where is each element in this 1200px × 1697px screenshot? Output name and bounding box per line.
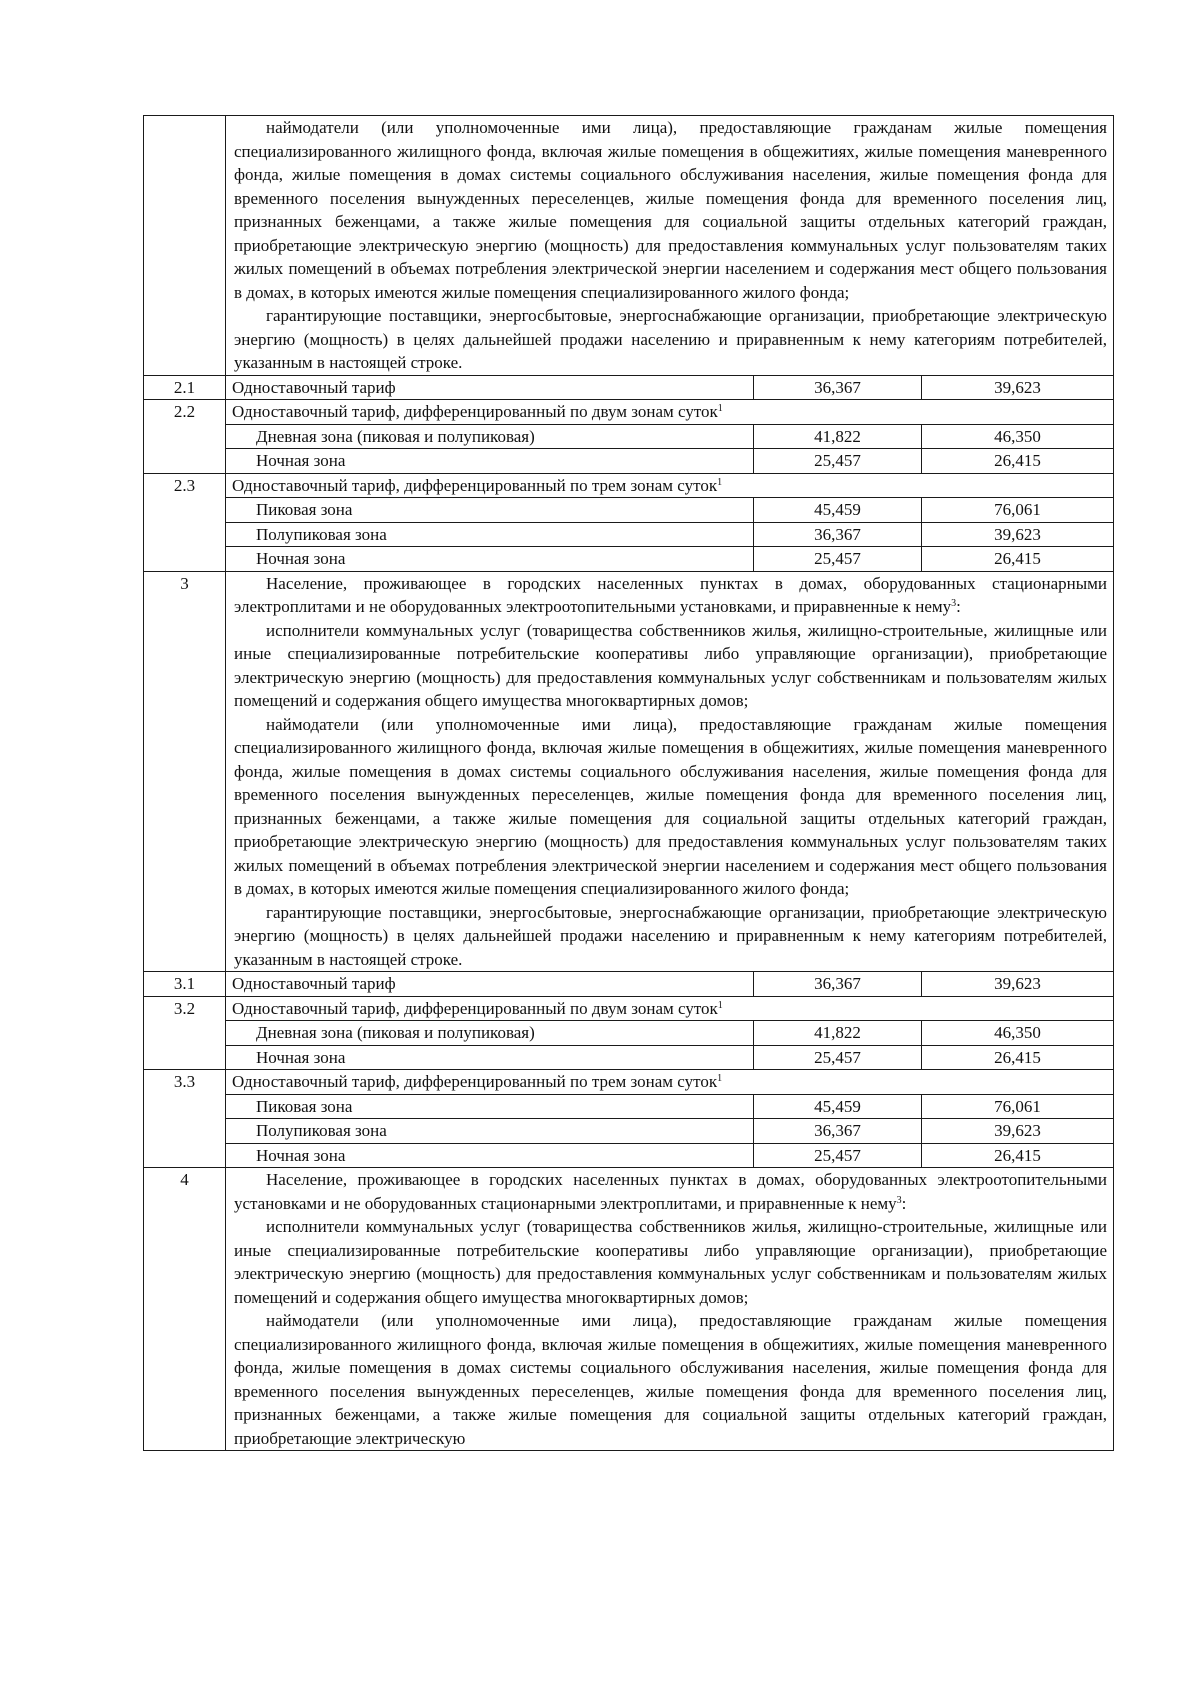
consumer-description-cell <box>226 571 1114 972</box>
tariff-group-text: Одноставочный тариф, дифференцированный по двум зонам суток <box>232 402 718 421</box>
table-row <box>144 1168 1114 1451</box>
tariff-value-2: 76,061 <box>922 1094 1114 1119</box>
row-number: 3.1 <box>144 972 226 997</box>
heading-colon: : <box>901 1193 907 1213</box>
row-number: 3 <box>144 571 226 972</box>
section-heading-text: Население, проживающее в городских населенных пунктах в домах, оборудованных электроотопительными установками и не оборудованных стационарными электроплитами, и приравненные к нему <box>234 1170 1107 1213</box>
footnote-mark: 3 <box>951 598 957 609</box>
tariff-value-1: 41,822 <box>754 1021 922 1046</box>
table-row <box>144 498 1114 523</box>
tariff-group-label <box>226 400 1114 425</box>
tariff-value-2: 39,623 <box>922 1119 1114 1144</box>
tariff-value-1: 25,457 <box>754 449 922 474</box>
table-row <box>144 449 1114 474</box>
zone-label: Полупиковая зона <box>226 1119 754 1144</box>
zone-label: Ночная зона <box>226 1045 754 1070</box>
tariff-table <box>143 115 1114 1451</box>
row-number: 4 <box>144 1168 226 1451</box>
table-row <box>144 1070 1114 1095</box>
tariff-group-text: Одноставочный тариф, дифференцированный по трем зонам суток <box>232 1072 718 1091</box>
zone-label: Полупиковая зона <box>226 522 754 547</box>
tariff-value-2: 39,623 <box>922 972 1114 997</box>
zone-label: Ночная зона <box>226 547 754 572</box>
tariff-value-1: 25,457 <box>754 1143 922 1168</box>
tariff-value-1: 36,367 <box>754 972 922 997</box>
table-row <box>144 996 1114 1021</box>
row-number: 2.1 <box>144 375 226 400</box>
section-heading <box>234 572 1107 619</box>
table-row <box>144 1045 1114 1070</box>
table-row <box>144 522 1114 547</box>
table-row <box>144 424 1114 449</box>
row-number: 3.3 <box>144 1070 226 1168</box>
table-row <box>144 400 1114 425</box>
description-paragraph: наймодатели (или уполномоченные ими лица), предоставляющие гражданам жилые помещения специализированного жилищного фонда, включая жилые помещения в общежитиях, жилые помещения маневренного фонда, жилые помещения в домах системы социального обслуживания населения, жилые помещения фонда для временного поселения вынужденных переселенцев, жилые помещения фонда для временного поселения лиц, признанных беженцами, а также жилые помещения для социальной защиты отдельных категорий граждан, приобретающие электрическую энергию (мощность) для предоставления коммунальных услуг пользователям таких жилых помещений в объемах потребления электрической энергии населением и содержания мест общего пользования в домах, в которых имеются жилые помещения специализированного жилого фонда; <box>234 714 1107 898</box>
tariff-value-1: 25,457 <box>754 547 922 572</box>
footnote-mark: 1 <box>717 1073 723 1084</box>
table-row <box>144 1143 1114 1168</box>
tariff-value-2: 39,623 <box>922 375 1114 400</box>
description-paragraph: исполнители коммунальных услуг (товарищества собственников жилья, жилищно-строительные, жилищные или иные специализированные потребительские кооперативы либо управляющие организации), приобретающие электрическую энергию (мощность) для предоставления коммунальных услуг собственникам и пользователям жилых помещений и содержания общего имущества многоквартирных домов; <box>234 620 1107 710</box>
tariff-group-label <box>226 473 1114 498</box>
tariff-value-1: 36,367 <box>754 522 922 547</box>
description-paragraph: наймодатели (или уполномоченные ими лица), предоставляющие гражданам жилые помещения специализированного жилищного фонда, включая жилые помещения в общежитиях, жилые помещения маневренного фонда, жилые помещения в домах системы социального обслуживания населения, жилые помещения фонда для временного поселения вынужденных переселенцев, жилые помещения фонда для временного поселения лиц, признанных беженцами, а также жилые помещения для социальной защиты отдельных категорий граждан, приобретающие электрическую энергию (мощность) для предоставления коммунальных услуг пользователям таких жилых помещений в объемах потребления электрической энергии населением и содержания мест общего пользования в домах, в которых имеются жилые помещения специализированного жилого фонда; <box>234 118 1107 302</box>
tariff-value-2: 26,415 <box>922 449 1114 474</box>
description-paragraph: гарантирующие поставщики, энергосбытовые, энергоснабжающие организации, приобретающие электрическую энергию (мощность) в целях дальнейшей продажи населению и приравненным к нему категориям потребителей, указанным в настоящей строке. <box>234 902 1107 969</box>
table-row <box>144 116 1114 376</box>
section-heading-text: Население, проживающее в городских населенных пунктах в домах, оборудованных стационарными электроплитами и не оборудованных электроотопительными установками, и приравненные к нему <box>234 573 1107 616</box>
table-row <box>144 547 1114 572</box>
consumer-description-cell <box>226 1168 1114 1451</box>
zone-label: Пиковая зона <box>226 1094 754 1119</box>
tariff-value-1: 45,459 <box>754 1094 922 1119</box>
row-number: 2.2 <box>144 400 226 474</box>
table-row <box>144 972 1114 997</box>
footnote-mark: 1 <box>717 403 723 414</box>
tariff-value-2: 76,061 <box>922 498 1114 523</box>
tariff-value-1: 25,457 <box>754 1045 922 1070</box>
description-paragraph: наймодатели (или уполномоченные ими лица), предоставляющие гражданам жилые помещения специализированного жилищного фонда, включая жилые помещения в общежитиях, жилые помещения маневренного фонда, жилые помещения в домах системы социального обслуживания населения, жилые помещения фонда для временного поселения вынужденных переселенцев, жилые помещения фонда для временного поселения лиц, признанных беженцами, а также жилые помещения для социальной защиты отдельных категорий граждан, приобретающие электрическую <box>234 1311 1107 1448</box>
row-number-cell <box>144 116 226 376</box>
tariff-value-1: 36,367 <box>754 375 922 400</box>
tariff-value-2: 46,350 <box>922 424 1114 449</box>
tariff-value-1: 36,367 <box>754 1119 922 1144</box>
table-row <box>144 1119 1114 1144</box>
row-number: 2.3 <box>144 473 226 571</box>
consumer-description-cell <box>226 116 1114 376</box>
zone-label: Ночная зона <box>226 449 754 474</box>
description-paragraph: исполнители коммунальных услуг (товарищества собственников жилья, жилищно-строительные, жилищные или иные специализированные потребительские кооперативы либо управляющие организации), приобретающие электрическую энергию (мощность) для предоставления коммунальных услуг собственникам и пользователям жилых помещений и содержания общего имущества многоквартирных домов; <box>234 1217 1107 1307</box>
zone-label: Пиковая зона <box>226 498 754 523</box>
tariff-value-2: 26,415 <box>922 547 1114 572</box>
footnote-mark: 1 <box>717 476 723 488</box>
tariff-value-1: 45,459 <box>754 498 922 523</box>
tariff-value-2: 26,415 <box>922 1045 1114 1070</box>
table-row <box>144 1021 1114 1046</box>
tariff-value-2: 39,623 <box>922 522 1114 547</box>
zone-label: Дневная зона (пиковая и полупиковая) <box>226 424 754 449</box>
description-paragraph: гарантирующие поставщики, энергосбытовые, энергоснабжающие организации, приобретающие электрическую энергию (мощность) в целях дальнейшей продажи населению и приравненным к нему категориям потребителей, указанным в настоящей строке. <box>234 306 1107 372</box>
tariff-group-text: Одноставочный тариф, дифференцированный по трем зонам суток <box>232 475 718 495</box>
table-row <box>144 571 1114 972</box>
zone-label: Дневная зона (пиковая и полупиковая) <box>226 1021 754 1046</box>
zone-label: Ночная зона <box>226 1143 754 1168</box>
tariff-label: Одноставочный тариф <box>226 972 754 997</box>
tariff-group-label <box>226 996 1114 1021</box>
footnote-mark: 3 <box>896 1194 902 1206</box>
section-heading <box>234 1168 1107 1215</box>
tariff-value-2: 46,350 <box>922 1021 1114 1046</box>
table-row <box>144 375 1114 400</box>
tariff-group-label <box>226 1070 1114 1095</box>
heading-colon: : <box>956 597 961 616</box>
tariff-value-1: 41,822 <box>754 424 922 449</box>
table-row <box>144 1094 1114 1119</box>
tariff-label: Одноставочный тариф <box>226 375 754 400</box>
tariff-value-2: 26,415 <box>922 1143 1114 1168</box>
row-number: 3.2 <box>144 996 226 1070</box>
footnote-mark: 1 <box>717 999 723 1011</box>
tariff-group-text: Одноставочный тариф, дифференцированный по двум зонам суток <box>232 998 718 1018</box>
table-row <box>144 473 1114 498</box>
